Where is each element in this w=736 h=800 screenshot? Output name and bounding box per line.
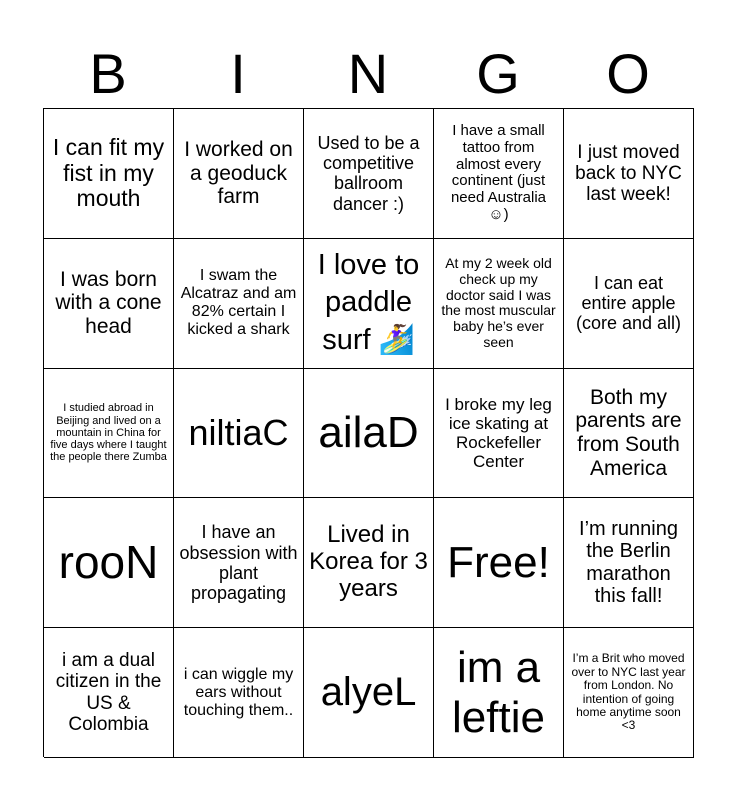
bingo-cell[interactable]: I swam the Alcatraz and am 82% certain I kicked a shark <box>174 239 304 369</box>
bingo-cell[interactable]: I can eat entire apple (core and all) <box>564 239 694 369</box>
bingo-cell[interactable]: I broke my leg ice skating at Rockefeller Center <box>434 369 564 499</box>
bingo-cell[interactable]: I can fit my fist in my mouth <box>44 109 174 239</box>
bingo-cell[interactable]: I was born with a cone head <box>44 239 174 369</box>
bingo-cell[interactable]: Lived in Korea for 3 years <box>304 498 434 628</box>
bingo-cell[interactable]: I just moved back to NYC last week! <box>564 109 694 239</box>
header-letter-b: B <box>89 42 127 105</box>
bingo-cell[interactable]: niltiaC <box>174 369 304 499</box>
bingo-cell[interactable]: i am a dual citizen in the US & Colombia <box>44 628 174 758</box>
header-letter-i: I <box>230 42 246 105</box>
bingo-cell[interactable]: rooN <box>44 498 174 628</box>
bingo-cell[interactable]: Used to be a competitive ballroom dancer :) <box>304 109 434 239</box>
bingo-cell[interactable]: im a leftie <box>434 628 564 758</box>
bingo-cell[interactable]: alyeL <box>304 628 434 758</box>
bingo-cell[interactable]: Both my parents are from South America <box>564 369 694 499</box>
header-letter-o: O <box>606 42 650 105</box>
bingo-cell[interactable]: Free! <box>434 498 564 628</box>
bingo-cell[interactable]: I have an obsession with plant propagating <box>174 498 304 628</box>
bingo-header <box>43 40 693 108</box>
bingo-cell[interactable]: I worked on a geoduck farm <box>174 109 304 239</box>
bingo-cell[interactable]: I studied abroad in Beijing and lived on a mountain in China for five days where I taught the people there Zumba <box>44 369 174 499</box>
bingo-cell[interactable]: I’m a Brit who moved over to NYC last year from London. No intention of going home anytime soon <3 <box>564 628 694 758</box>
bingo-cell[interactable]: I love to paddle surf 🏄‍♀️ <box>304 239 434 369</box>
bingo-cell[interactable]: I’m running the Berlin marathon this fall! <box>564 498 694 628</box>
header-letter-n: N <box>347 42 389 105</box>
bingo-cell[interactable]: i can wiggle my ears without touching them.. <box>174 628 304 758</box>
header-letter-g: G <box>476 42 520 105</box>
bingo-grid <box>43 108 694 757</box>
bingo-cell[interactable]: I have a small tattoo from almost every continent (just need Australia ☺) <box>434 109 564 239</box>
bingo-cell[interactable]: At my 2 week old check up my doctor said I was the most muscular baby he’s ever seen <box>434 239 564 369</box>
bingo-cell[interactable]: ailaD <box>304 369 434 499</box>
